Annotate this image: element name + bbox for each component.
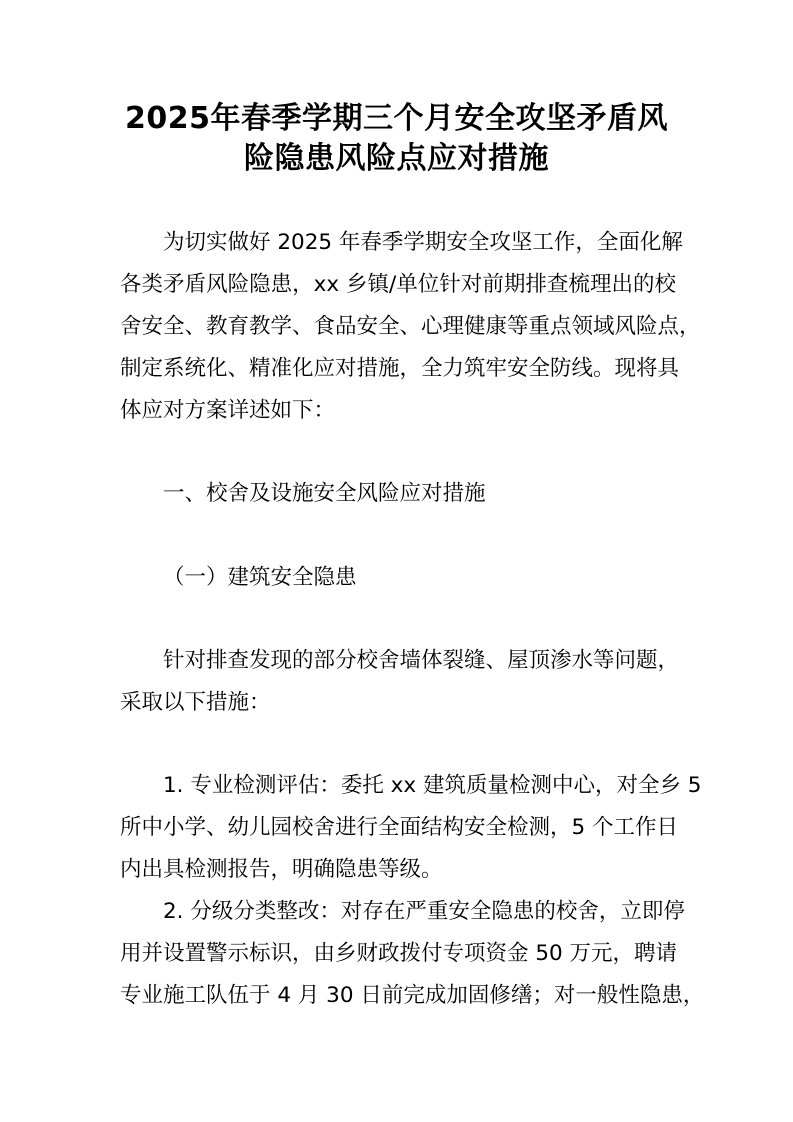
intro-line-2: 各类矛盾风险隐患，xx 乡镇/单位针对前期排查梳理出的校 <box>120 272 676 297</box>
subsection-heading: （一）建筑安全隐患 <box>163 565 357 590</box>
item-1-line-3: 内出具检测报告，明确隐患等级。 <box>120 857 443 882</box>
item-2-line-3: 专业施工队伍于 4 月 30 日前完成加固修缮；对一般性隐患， <box>120 983 705 1008</box>
intro-line-5: 体应对方案详述如下： <box>120 398 336 423</box>
item-2-line-2: 用并设置警示标识，由乡财政拨付专项资金 50 万元，聘请 <box>120 941 678 966</box>
item-1-line-2: 所中小学、幼儿园校舍进行全面结构安全检测，5 个工作日 <box>120 815 679 840</box>
item-2-line-1: 2. 分级分类整改：对存在严重安全隐患的校舍，立即停 <box>163 899 685 924</box>
intro-line-4: 制定系统化、精准化应对措施，全力筑牢安全防线。现将具 <box>120 356 680 381</box>
intro-line-3: 舍安全、教育教学、食品安全、心理健康等重点领域风险点， <box>120 314 701 339</box>
document-title-line-1: 2025年春季学期三个月安全攻坚矛盾风 <box>125 101 668 136</box>
intro-line-1: 为切实做好 2025 年春季学期安全攻坚工作，全面化解 <box>163 230 683 255</box>
subsection-intro-line-2: 采取以下措施： <box>120 690 271 715</box>
document-title-line-2: 险隐患风险点应对措施 <box>244 141 549 176</box>
section-heading: 一、校舍及设施安全风险应对措施 <box>163 481 486 506</box>
subsection-intro-line-1: 针对排查发现的部分校舍墙体裂缝、屋顶渗水等问题， <box>163 648 680 673</box>
item-1-line-1: 1. 专业检测评估：委托 xx 建筑质量检测中心，对全乡 5 <box>163 773 702 798</box>
